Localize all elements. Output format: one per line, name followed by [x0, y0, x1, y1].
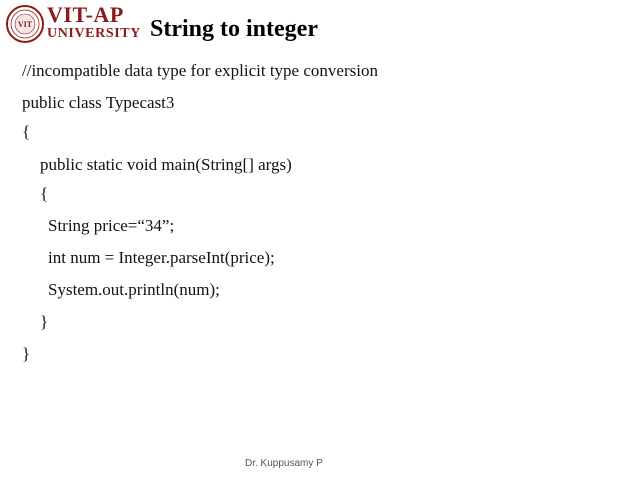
seal-text: VIT — [17, 20, 33, 29]
logo-name: VIT-AP — [47, 2, 124, 27]
code-line-main-close-brace: } — [40, 312, 49, 331]
slide-title: String to integer — [150, 16, 318, 42]
code-line-println: System.out.println(num); — [48, 280, 220, 299]
code-line-string-declaration: String price=“34”; — [48, 216, 175, 235]
code-line-class-declaration: public class Typecast3 — [22, 93, 175, 112]
code-line-class-open-brace: { — [22, 122, 31, 141]
university-logo — [5, 2, 141, 44]
code-line-main-open-brace: { — [40, 184, 49, 203]
code-line-class-close-brace: } — [22, 344, 31, 363]
code-line-main-signature: public static void main(String[] args) — [40, 155, 292, 174]
code-line-parse-int: int num = Integer.parseInt(price); — [48, 248, 275, 267]
footer-author: Dr. Kuppusamy P — [245, 458, 323, 469]
university-seal-icon — [5, 4, 45, 44]
logo-subtitle: UNIVERSITY — [47, 26, 141, 41]
code-line-comment: //incompatible data type for explicit type conversion — [22, 61, 378, 80]
